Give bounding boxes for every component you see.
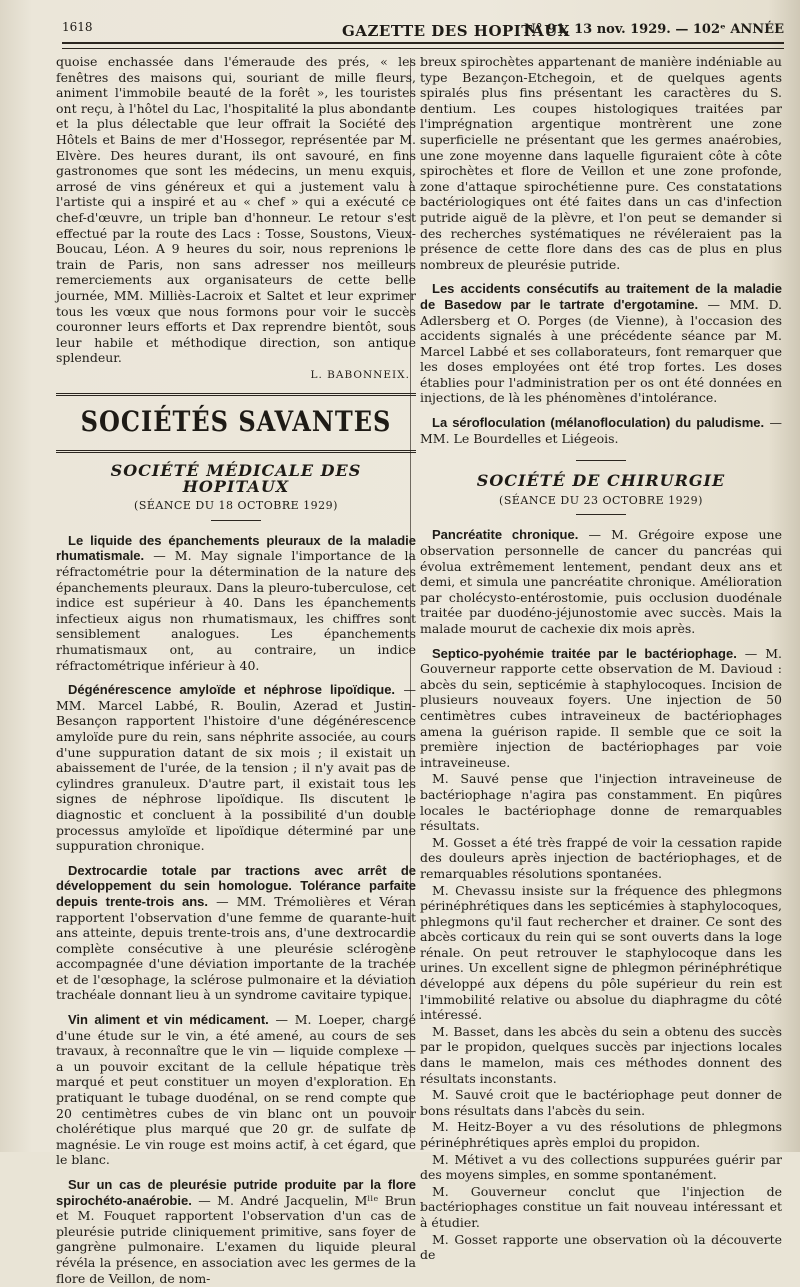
intro-paragraph: quoise enchassée dans l'émeraude des prés, « les fenêtres des maisons qui, souriant de mille fleurs, animent l'immobile beauté de la forêt », les touristes ont reçu, à l'hôtel du Lac, l'hospitalité la plus abondante et la plus délectable que leur offrait la Société des Hôtels et Bains de mer d'Hossegor, représentée par M. Elvère. Des heures durant, ils ont savouré, en fins gastronomes que sont les médecins, un menu exquis, arrosé de vins généreux et qui a justement valu à l'artiste qui a inspiré et au « chef » qui a exécuté ce chef-d'œuvre, un triple ban d'honneur. Le retour s'est effectué par la route des Lacs : Tosse, Soustons, Vieux-Boucau, Léon. A 9 heures du soir, nous reprenions le train de Paris, non sans adresser nos meilleurs remerciements aux organisateurs de cette belle journée, MM. Milliès-Lacroix et Saltet et leur exprimer tous les vœux que nous formons pour voir le succès couronner leurs efforts et Dax reprendre bientôt, sous leur habile et méthodique direction, son antique splendeur. <box>56 54 416 366</box>
article-item <box>420 527 782 636</box>
article-body: — MM. Le Bourdelles et Liégeois. <box>420 415 782 446</box>
article-item <box>56 533 416 673</box>
short-rule <box>211 520 261 521</box>
session-date: (SÉANCE DU 23 OCTOBRE 1929) <box>499 493 703 507</box>
discussion-paragraph: M. Sauvé croit que le bactériophage peut donner de bons résultats dans l'abcès du sein. <box>420 1087 782 1118</box>
issue-info: N° 91, 13 nov. 1929. — 102ᵉ ANNÉE <box>524 22 784 37</box>
right-column <box>420 54 782 1264</box>
page-number: 1618 <box>62 20 93 34</box>
left-column <box>56 54 416 1287</box>
continued-paragraph: breux spirochètes appartenant de manière indéniable au type Bezançon-Etchegoin, et de quelques agents spiralés plus fins présentant les caractères du S. dentium. Les coupes histologiques traitées par l'imprégnation argentique montrèrent une zone superficielle ne présentant que les germes anaérobies, une zone moyenne dans laquelle figuraient côte à côte spirochètes et flore de Veillon et une zone profonde, zone d'attaque spirochétienne pure. Ces constatations bactériologiques ont été faites dans un cas d'infection putride aiguë de la plèvre, et l'on peut se demander si des recherches systématiques ne révéleraient pas la présence de cette flore dans des cas de plus en plus nombreux de pleurésie putride. <box>420 54 782 272</box>
article-title: Sur un cas de pleurésie putride produite par la flore spirochéto-anaérobie. <box>56 1177 416 1208</box>
article-body: — M. André Jacquelin, Mˡˡᵉ Brun et M. Fouquet rapportent l'observation d'un cas de pleurésie putride cliniquement primitive, sans foyer de gangrène pulmonaire. L'examen du liquide pleural révéla la présence, en association avec les germes de la flore de Veillon, de nom- <box>56 1192 416 1286</box>
running-header <box>62 14 784 44</box>
discussion-paragraph: M. Gosset rapporte une observation où la découverte de <box>420 1231 782 1263</box>
article-body: — M. May signale l'importance de la réfractométrie pour la détermination de la nature des épanchements pleuraux. Dans la pleuro-tuberculose, cet indice est supérieur à 40. Dans les épanchements infectieux aigus non rhumatismaux, les chiffres sont sensiblement analogues. Les épanchements rhumatismaux ont, au contraire, un indice réfractométrique inférieur à 40. <box>56 548 416 673</box>
article-title: Septico-pyohémie traitée par le bactériophage. <box>432 645 737 661</box>
article-title: Dextrocardie totale par tractions avec arrêt de développement du sein homologue. Tolérance parfaite depuis trente-trois ans. <box>56 862 416 909</box>
section-rule-bottom <box>56 450 416 453</box>
short-rule <box>576 460 626 461</box>
article-item <box>420 415 782 446</box>
article-title: Dégénérescence amyloïde et néphrose lipoïdique. <box>68 682 396 698</box>
article-item <box>56 682 416 854</box>
session-date: (SÉANCE DU 18 OCTOBRE 1929) <box>134 499 338 513</box>
article-title: Pancréatite chronique. <box>432 527 579 543</box>
article-title: Les accidents consécutifs au traitement de la maladie de Basedow par le tartrate d'ergotamine. <box>420 281 782 312</box>
discussion-paragraph: M. Gosset a été très frappé de voir la cessation rapide des douleurs après injection de bactériophages, et de remarquables résolutions spontanées. <box>420 834 782 881</box>
article-body: — M. Loeper, chargé d'une étude sur le vin, a été amené, au cours de ses travaux, à reconnaître que le vin — liquide complexe — a un pouvoir excitant de la cellule hépatique très marqué et peut constituer un moyen d'exploration. En pratiquant le tubage duodénal, on se rend compte que 20 centimètres cubes de vin blanc ont un pouvoir cholérétique plus marqué que 20 gr. de sulfate de magnésie. Le vin rouge est moins actif, à cet égard, que le blanc. <box>56 1012 417 1168</box>
article-item <box>420 646 782 771</box>
discussion-paragraph: M. Gouverneur conclut que l'injection de bactériophages constitue un fait nouveau intéressant et à étudier. <box>420 1183 782 1230</box>
section-title: SOCIÉTÉS SAVANTES <box>80 405 392 439</box>
article-body: — MM. Marcel Labbé, R. Boulin, Azerad et Justin-Besançon rapportent l'histoire d'une dégénérescence amyloïde pure du rein, sans néphrite associée, au cours d'une suppuration datant de six mois ; il existait un abaissement de l'urée, de la tension ; il n'y avait pas de cylindres granuleux. D'autre part, il existait tous les signes de néphrose lipoïdique. Ils discutent le diagnostic et concluent à la possibilité d'un double processus amyloïde et lipoïdique déterminé par une suppuration chronique. <box>56 682 416 854</box>
header-rule <box>62 48 784 49</box>
society-name: SOCIÉTÉ DE CHIRURGIE <box>476 471 726 491</box>
article-title: La sérofloculation (mélanofloculation) du paludisme. <box>432 415 765 431</box>
article-body: — M. Gouverneur rapporte cette observation de M. Davioud : abcès du sein, septicémie à staphylocoques. Incision de plusieurs nouveaux foyers. Une injection de 50 centimètres cubes intraveineux de bactériophages amena la guérison rapide. Il semble que ce soit la première injection de bactériophages par voie intraveineuse. <box>420 645 782 770</box>
article-body: — MM. Trémolières et Véran rapportent l'observation d'une femme de quarante-huit ans atteinte, depuis trente-trois ans, d'une dextrocardie complète consécutive à une pleurésie sclérogène accompagnée d'une déviation importante de la trachée et de l'œsophage, la sclérose pulmonaire et la déviation trachéale donnant lieu à un syndrome cavitaire typique. <box>56 893 416 1003</box>
section-rule <box>56 393 416 396</box>
article-item <box>56 1177 416 1286</box>
short-rule <box>576 514 626 515</box>
article-title: Le liquide des épanchements pleuraux de la maladie rhumatismale. <box>56 532 416 564</box>
discussion-paragraph: M. Heitz-Boyer a vu des résolutions de phlegmons périnéphrétiques après emploi du propidon. <box>420 1119 782 1150</box>
society-name: SOCIÉTÉ MÉDICALE DES HOPITAUX <box>110 461 362 496</box>
article-body: — MM. D. Adlersberg et O. Porges (de Vienne), à l'occasion des accidents signalés à une précédente séance par M. Marcel Labbé et ses collaborateurs, font remarquer que les doses employées ont été trop fortes. Les doses établies pour l'administration per os ont été données en injections, de là les phénomènes d'intolérance. <box>420 296 783 406</box>
discussion-paragraph: M. Sauvé pense que l'injection intraveineuse de bactériophage n'agira pas constamment. En piqûres locales le bactériophage donne de remarquables résultats. <box>420 771 782 834</box>
article-title: Vin aliment et vin médicament. <box>68 1012 269 1028</box>
journal-title: GAZETTE DES HOPITAUX <box>342 22 571 40</box>
article-item <box>420 281 782 406</box>
discussion-paragraph: M. Métivet a vu des collections suppurées guérir par des moyens simples, en somme spontanément. <box>420 1151 782 1183</box>
article-item <box>56 1012 416 1168</box>
discussion-paragraph: M. Basset, dans les abcès du sein a obtenu des succès par le propidon, quelques succès par injections locales dans le mamelon, mais ces méthodes donnent des résultats inconstants. <box>420 1023 782 1086</box>
article-item <box>56 863 416 1003</box>
discussion-paragraph: M. Chevassu insiste sur la fréquence des phlegmons périnéphrétiques dans les septicémies à staphylocoques, phlegmons qu'il faut rechercher et drainer. Ce sont des abcès corticaux du rein qui se sont ouverts dans la loge rénale. On peut retrouver le staphylocoque dans les urines. Un excellent signe de phlegmon périnéphrétique développé aux dépens du pôle supérieur du rein est l'immobilité relative ou absolue du diaphragme du côté intéressé. <box>420 882 782 1023</box>
article-body: — M. Grégoire expose une observation personnelle de cancer du pancréas qui évolua extrêmement lentement, pendant deux ans et demi, et simula une pancréatite chronique. Amélioration par cholécysto-entérostomie, puis occlusion duodénale traitée par duodéno-jéjunostomie avec succès. Mais la malade mourut de cachexie dix mois après. <box>420 527 782 636</box>
author-signature: L. BABONNEIX. <box>310 368 410 381</box>
